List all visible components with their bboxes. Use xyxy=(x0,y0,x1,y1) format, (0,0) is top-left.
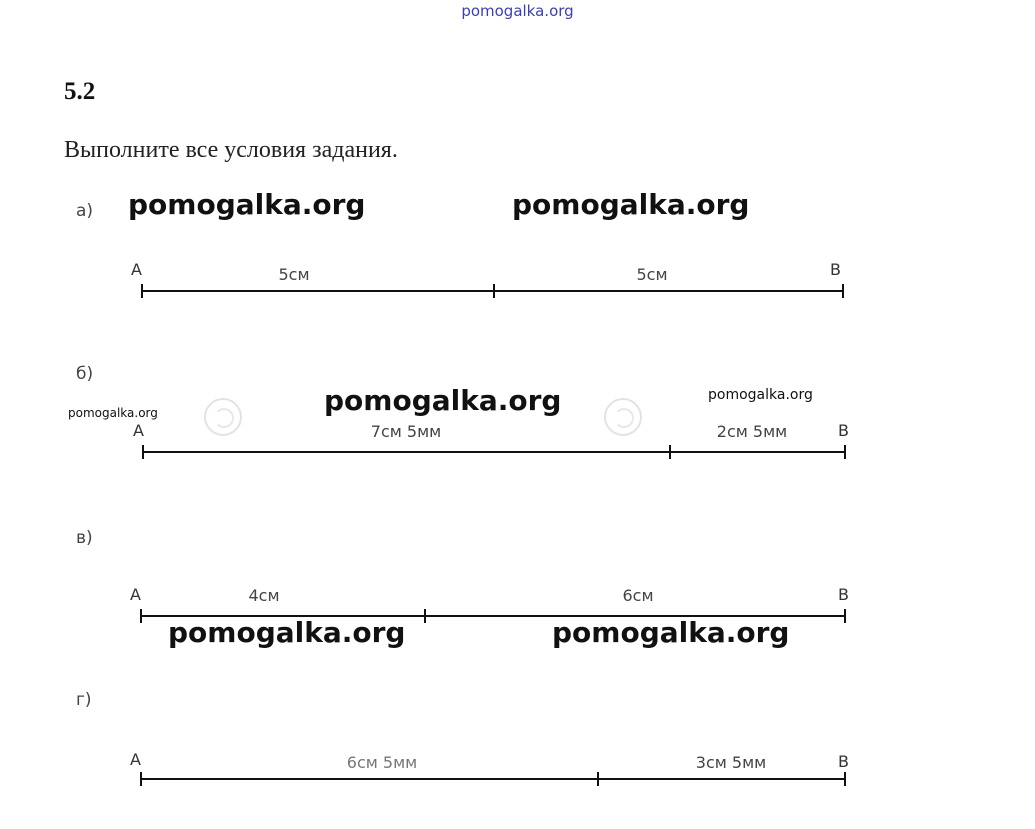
endpoint-tick xyxy=(842,284,844,298)
endpoint-tick xyxy=(140,609,142,623)
segment-length-label: 2см 5мм xyxy=(716,422,788,441)
endpoint-tick xyxy=(844,445,846,459)
endpoint-tick xyxy=(142,445,144,459)
watermark: pomogalka.org xyxy=(324,384,562,417)
point-b-label: B xyxy=(838,421,849,440)
watermark: pomogalka.org xyxy=(168,616,406,649)
task-number: 5.2 xyxy=(64,78,96,105)
segment-length-label: 5см xyxy=(278,265,310,284)
watermark: pomogalka.org xyxy=(128,188,366,221)
segment-length-label: 5см xyxy=(636,265,668,284)
faint-logo-icon xyxy=(204,398,242,436)
segment-length-label: 3см 5мм xyxy=(695,753,767,772)
faint-logo-icon xyxy=(604,398,642,436)
midpoint-tick xyxy=(669,445,671,459)
endpoint-tick xyxy=(844,609,846,623)
watermark: pomogalka.org xyxy=(708,387,813,403)
endpoint-tick xyxy=(140,772,142,786)
segment-line xyxy=(141,778,846,780)
endpoint-tick xyxy=(844,772,846,786)
segment-length-label: 7см 5мм xyxy=(370,422,442,441)
segment-length-label: 6см 5мм xyxy=(346,753,418,772)
point-b-label: B xyxy=(838,752,849,771)
midpoint-tick xyxy=(597,772,599,786)
part-label: г) xyxy=(76,690,92,710)
segment-length-label: 6см xyxy=(622,586,654,605)
watermark: pomogalka.org xyxy=(68,406,158,420)
part-label: б) xyxy=(76,364,94,384)
point-a-label: A xyxy=(130,585,141,604)
point-b-label: B xyxy=(838,585,849,604)
endpoint-tick xyxy=(141,284,143,298)
task-instruction: Выполните все условия задания. xyxy=(64,137,398,163)
part-label: а) xyxy=(76,201,94,221)
watermark: pomogalka.org xyxy=(512,188,750,221)
point-a-label: A xyxy=(133,421,144,440)
watermark: pomogalka.org xyxy=(552,616,790,649)
point-a-label: A xyxy=(131,260,142,279)
point-a-label: A xyxy=(130,750,141,769)
midpoint-tick xyxy=(493,284,495,298)
site-link[interactable]: pomogalka.org xyxy=(461,2,574,20)
midpoint-tick xyxy=(424,609,426,623)
segment-line xyxy=(143,451,846,453)
part-label: в) xyxy=(76,528,93,548)
point-b-label: B xyxy=(830,260,841,279)
segment-length-label: 4см xyxy=(248,586,280,605)
